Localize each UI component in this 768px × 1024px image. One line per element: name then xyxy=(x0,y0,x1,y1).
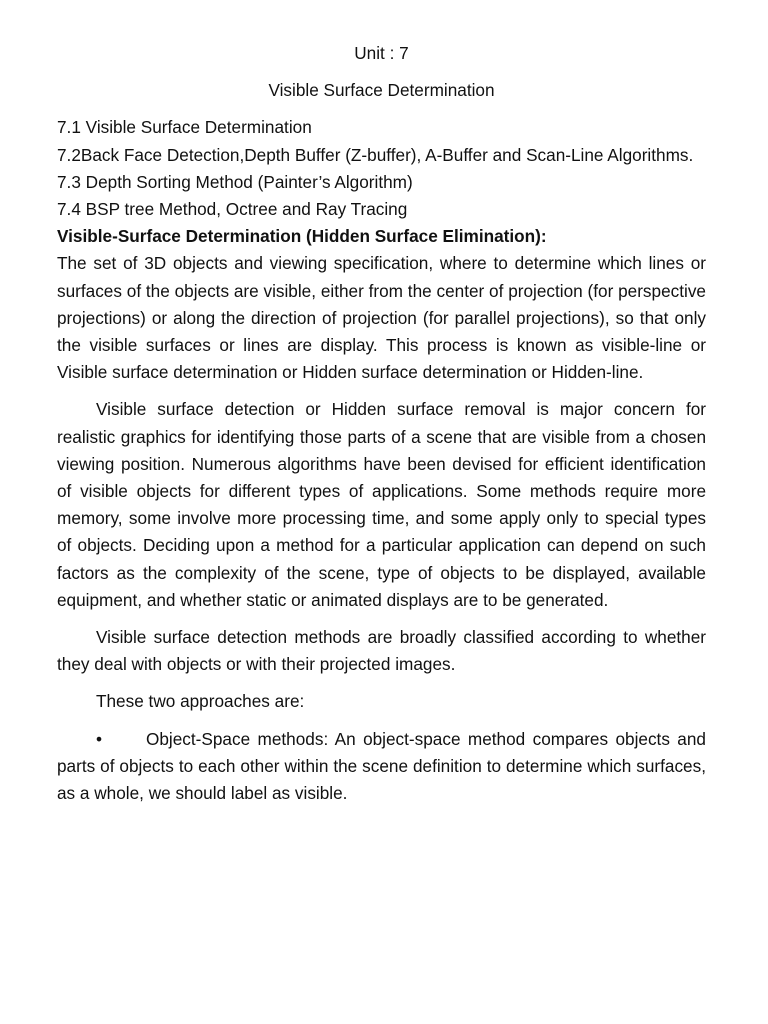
paragraph-definition: The set of 3D objects and viewing specification, where to determine which lines or surfaces of the objects are visible, either from the center of projection (for perspective projections) or along the direction of projection (for parallel projections), so that only the visible surfaces or lines are display. This process is known as visible-line or Visible surface determination or Hidden surface determination or Hidden-line. xyxy=(57,253,706,383)
unit-label: Unit : 7 xyxy=(354,43,409,63)
toc-item-7-2: 7.2Back Face Detection,Depth Buffer (Z-buffer), A-Buffer and Scan-Line Algorithms. xyxy=(57,144,694,165)
document-title: Visible Surface Determination xyxy=(268,80,495,101)
table-of-contents xyxy=(57,114,706,223)
paragraph-classification: Visible surface detection methods are broadly classified according to whether they deal with objects or with their projected images. xyxy=(57,627,706,675)
bullet-text: Object-Space methods: An object-space method compares objects and parts of objects to each other within the scene definition to determine which surfaces, as a whole, we should label as visible. xyxy=(57,728,706,804)
bullet-icon: • xyxy=(96,728,103,749)
section-heading: Visible-Surface Determination (Hidden Surface Elimination): xyxy=(57,226,547,247)
toc-item-7-3: 7.3 Depth Sorting Method (Painter’s Algorithm) xyxy=(57,171,413,192)
paragraph-overview: Visible surface detection or Hidden surface removal is major concern for realistic graphics for identifying those parts of a scene that are visible from a chosen viewing position. Numerous algorithms have been devised for efficient identification of visible objects for different types of applications. Some methods require more memory, some involve more processing time, and some apply only to special types of objects. Deciding upon a method for a particular application can depend on such factors as the complexity of the scene, type of objects to be displayed, available equipment, and whether static or animated displays are to be generated. xyxy=(57,399,706,610)
paragraph-approaches: These two approaches are: xyxy=(96,691,305,712)
toc-item-7-1: 7.1 Visible Surface Determination xyxy=(57,117,312,138)
toc-item-7-4: 7.4 BSP tree Method, Octree and Ray Tracing xyxy=(57,199,408,220)
bullet-object-space xyxy=(57,726,706,808)
